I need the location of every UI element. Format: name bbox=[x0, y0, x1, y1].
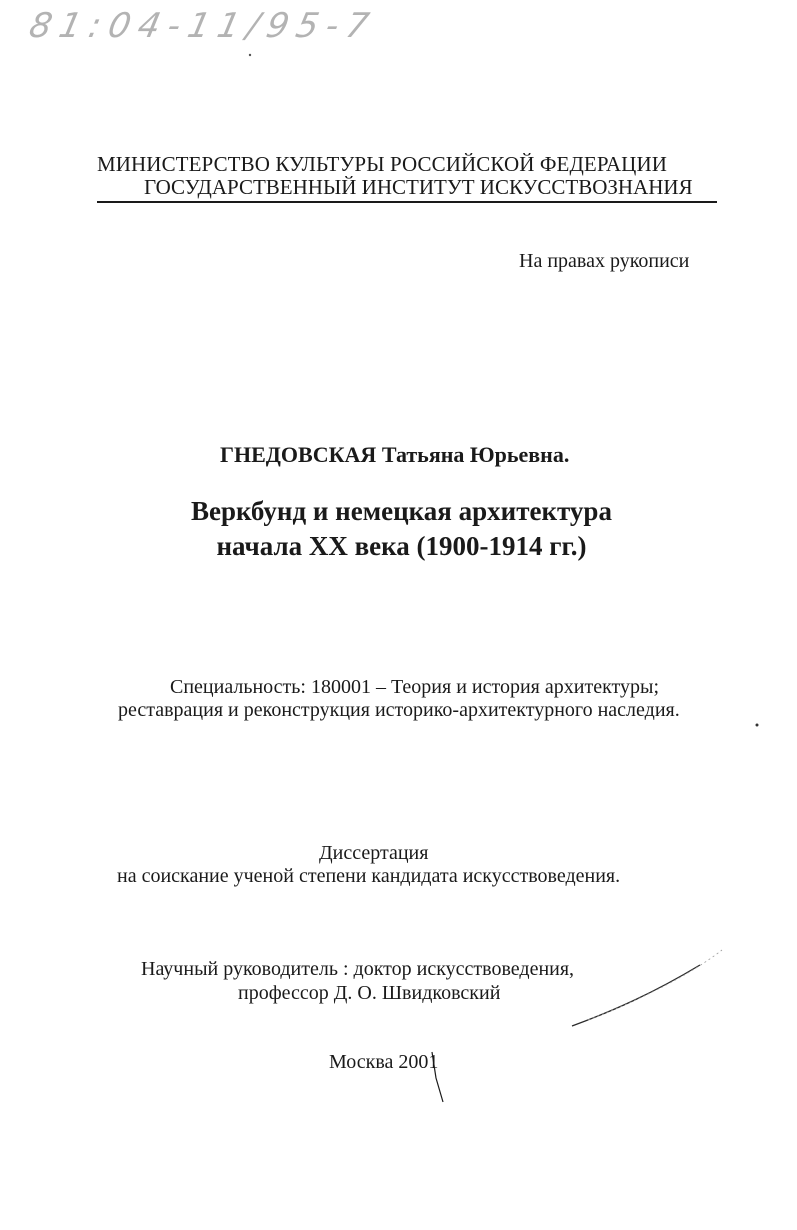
speck-icon bbox=[756, 724, 759, 727]
degree-statement: на соискание ученой степени кандидата искусствоведения. bbox=[117, 865, 621, 887]
signature-stroke-icon bbox=[572, 965, 700, 1026]
dissertation-label: Диссертация bbox=[319, 842, 429, 864]
title-line-1: Веркбунд и немецкая архитектура bbox=[191, 496, 612, 526]
ministry-name: МИНИСТЕРСТВО КУЛЬТУРЫ РОССИЙСКОЙ ФЕДЕРАЦИИ bbox=[97, 152, 667, 176]
advisor-line-2: профессор Д. О. Швидковский bbox=[238, 982, 501, 1004]
speck-icon bbox=[249, 54, 251, 56]
specialty-line-2: реставрация и реконструкция историко-архитектурного наследия. bbox=[118, 699, 680, 721]
signature-trace-icon bbox=[588, 950, 722, 1020]
specialty-line-1: Специальность: 180001 – Теория и история архитектуры; bbox=[170, 676, 659, 698]
city-year: Москва 2001 bbox=[329, 1051, 439, 1073]
rights-note: На правах рукописи bbox=[519, 250, 690, 272]
institute-name: ГОСУДАРСТВЕННЫЙ ИНСТИТУТ ИСКУССТВОЗНАНИЯ bbox=[144, 175, 693, 199]
advisor-line-1: Научный руководитель : доктор искусствоведения, bbox=[141, 958, 575, 980]
title-line-2: начала XX века (1900-1914 гг.) bbox=[216, 531, 587, 561]
author-name: ГНЕДОВСКАЯ Татьяна Юрьевна. bbox=[220, 442, 570, 467]
pen-tick-icon bbox=[432, 1052, 443, 1102]
handwritten-archive-code: 81:04-11/95-7 bbox=[25, 6, 381, 46]
